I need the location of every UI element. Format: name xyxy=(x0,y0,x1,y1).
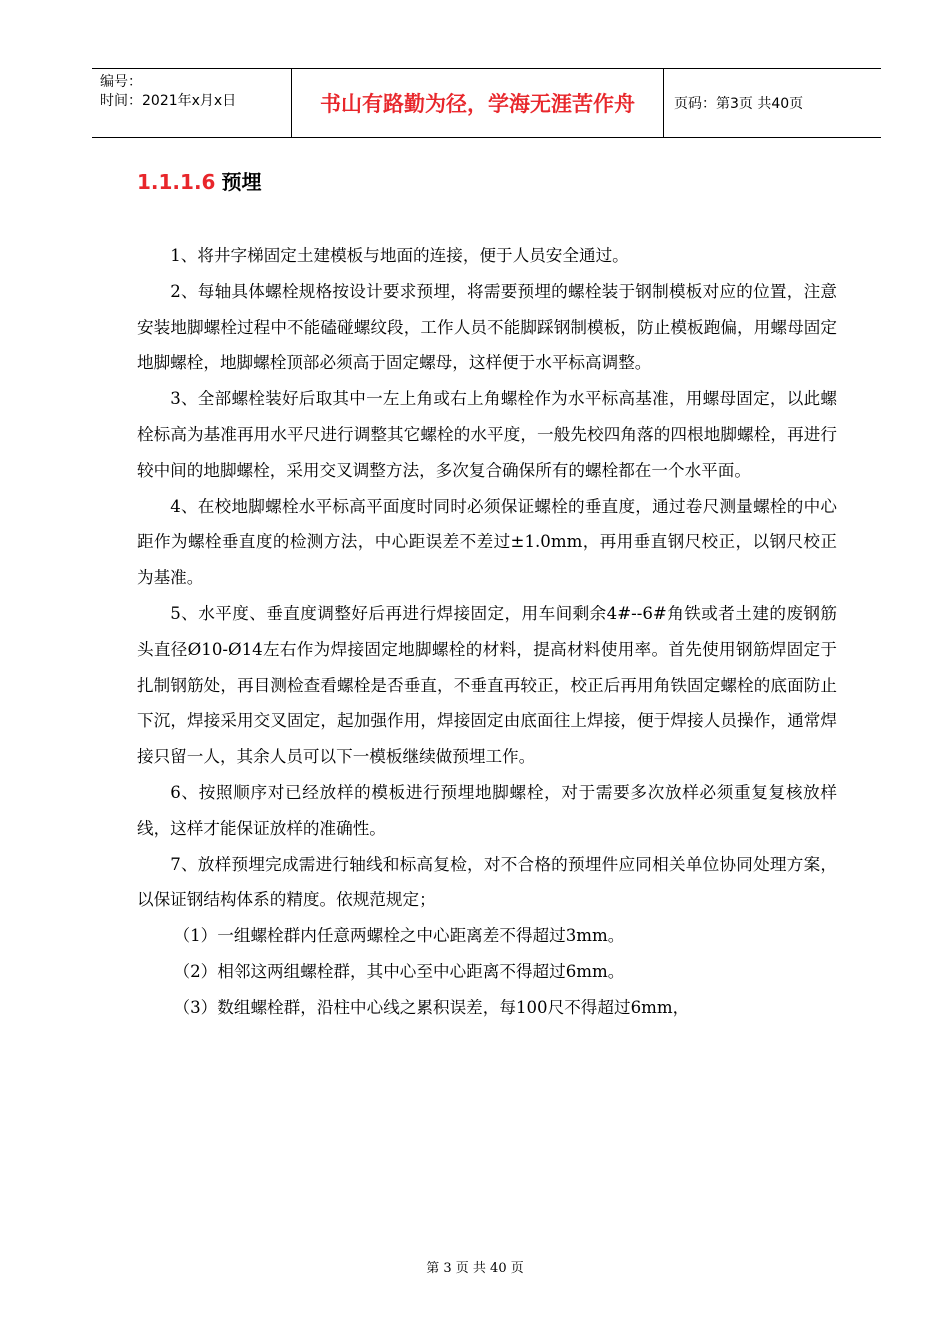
paragraph: 2、每轴具体螺栓规格按设计要求预埋，将需要预埋的螺栓装于钢制模板对应的位置，注意安装地脚螺栓过程中不能磕碰螺纹段，工作人员不能脚踩钢制模板，防止模板跑偏，用螺母固定地脚螺栓，地脚螺栓顶部必须高于固定螺母，这样便于水平标高调整。 xyxy=(137,281,837,373)
sub-item: （3）数组螺栓群，沿柱中心线之累积误差，每100尺不得超过6mm， xyxy=(173,997,690,1017)
section-number: 1.1.1.6 xyxy=(137,170,216,194)
paragraph: 7、放样预埋完成需进行轴线和标高复检，对不合格的预埋件应同相关单位协同处理方案，以保证钢结构体系的精度。依规范规定； xyxy=(137,854,837,910)
header-page-info: 页码：第3页 共40页 xyxy=(674,96,804,112)
section-title: 预埋 xyxy=(221,170,262,194)
section-heading xyxy=(137,166,261,195)
sub-item: （1）一组螺栓群内任意两螺栓之中心距离差不得超过3mm。 xyxy=(173,926,625,946)
header-meta xyxy=(92,69,292,137)
number-label: 编号： xyxy=(100,74,142,90)
paragraph: 4、在校地脚螺栓水平标高平面度时同时必须保证螺栓的垂直度，通过卷尺测量螺栓的中心距作为螺栓垂直度的检测方法，中心距误差不差过±1.0mm，再用垂直钢尺校正，以钢尺校正为基准。 xyxy=(137,496,837,588)
page-header xyxy=(92,68,881,138)
paragraph: 6、按照顺序对已经放样的模板进行预埋地脚螺栓，对于需要多次放样必须重复复核放样线，这样才能保证放样的准确性。 xyxy=(137,782,837,838)
paragraph: 3、全部螺栓装好后取其中一左上角或右上角螺栓作为水平标高基准，用螺母固定，以此螺栓标高为基准再用水平尺进行调整其它螺栓的水平度，一般先校四角落的四根地脚螺栓，再进行较中间的地脚螺栓，采用交叉调整方法，多次复合确保所有的螺栓都在一个水平面。 xyxy=(137,389,837,480)
paragraph: 1、将井字梯固定土建模板与地面的连接，便于人员安全通过。 xyxy=(170,246,629,265)
page-footer: 第 3 页 共 40 页 xyxy=(426,1261,524,1276)
time-label: 时间：2021年x月x日 xyxy=(100,93,237,109)
body-content xyxy=(137,238,837,1026)
paragraph: 5、水平度、垂直度调整好后再进行焊接固定，用车间剩余4#--6#角铁或者土建的废钢筋头直径Ø10-Ø14左右作为焊接固定地脚螺栓的材料，提高材料使用率。首先使用钢筋焊固定于扎制钢筋处，再目测检查看螺栓是否垂直，不垂直再较正，校正后再用角铁固定螺栓的底面防止下沉，焊接采用交叉固定，起加强作用，焊接固定由底面往上焊接，便于焊接人员操作，通常焊接只留一人，其余人员可以下一模板继续做预埋工作。 xyxy=(137,603,837,767)
sub-item: （2）相邻这两组螺栓群，其中心至中心距离不得超过6mm。 xyxy=(173,961,625,981)
header-motto: 书山有路勤为径，学海无涯苦作舟 xyxy=(292,69,664,137)
